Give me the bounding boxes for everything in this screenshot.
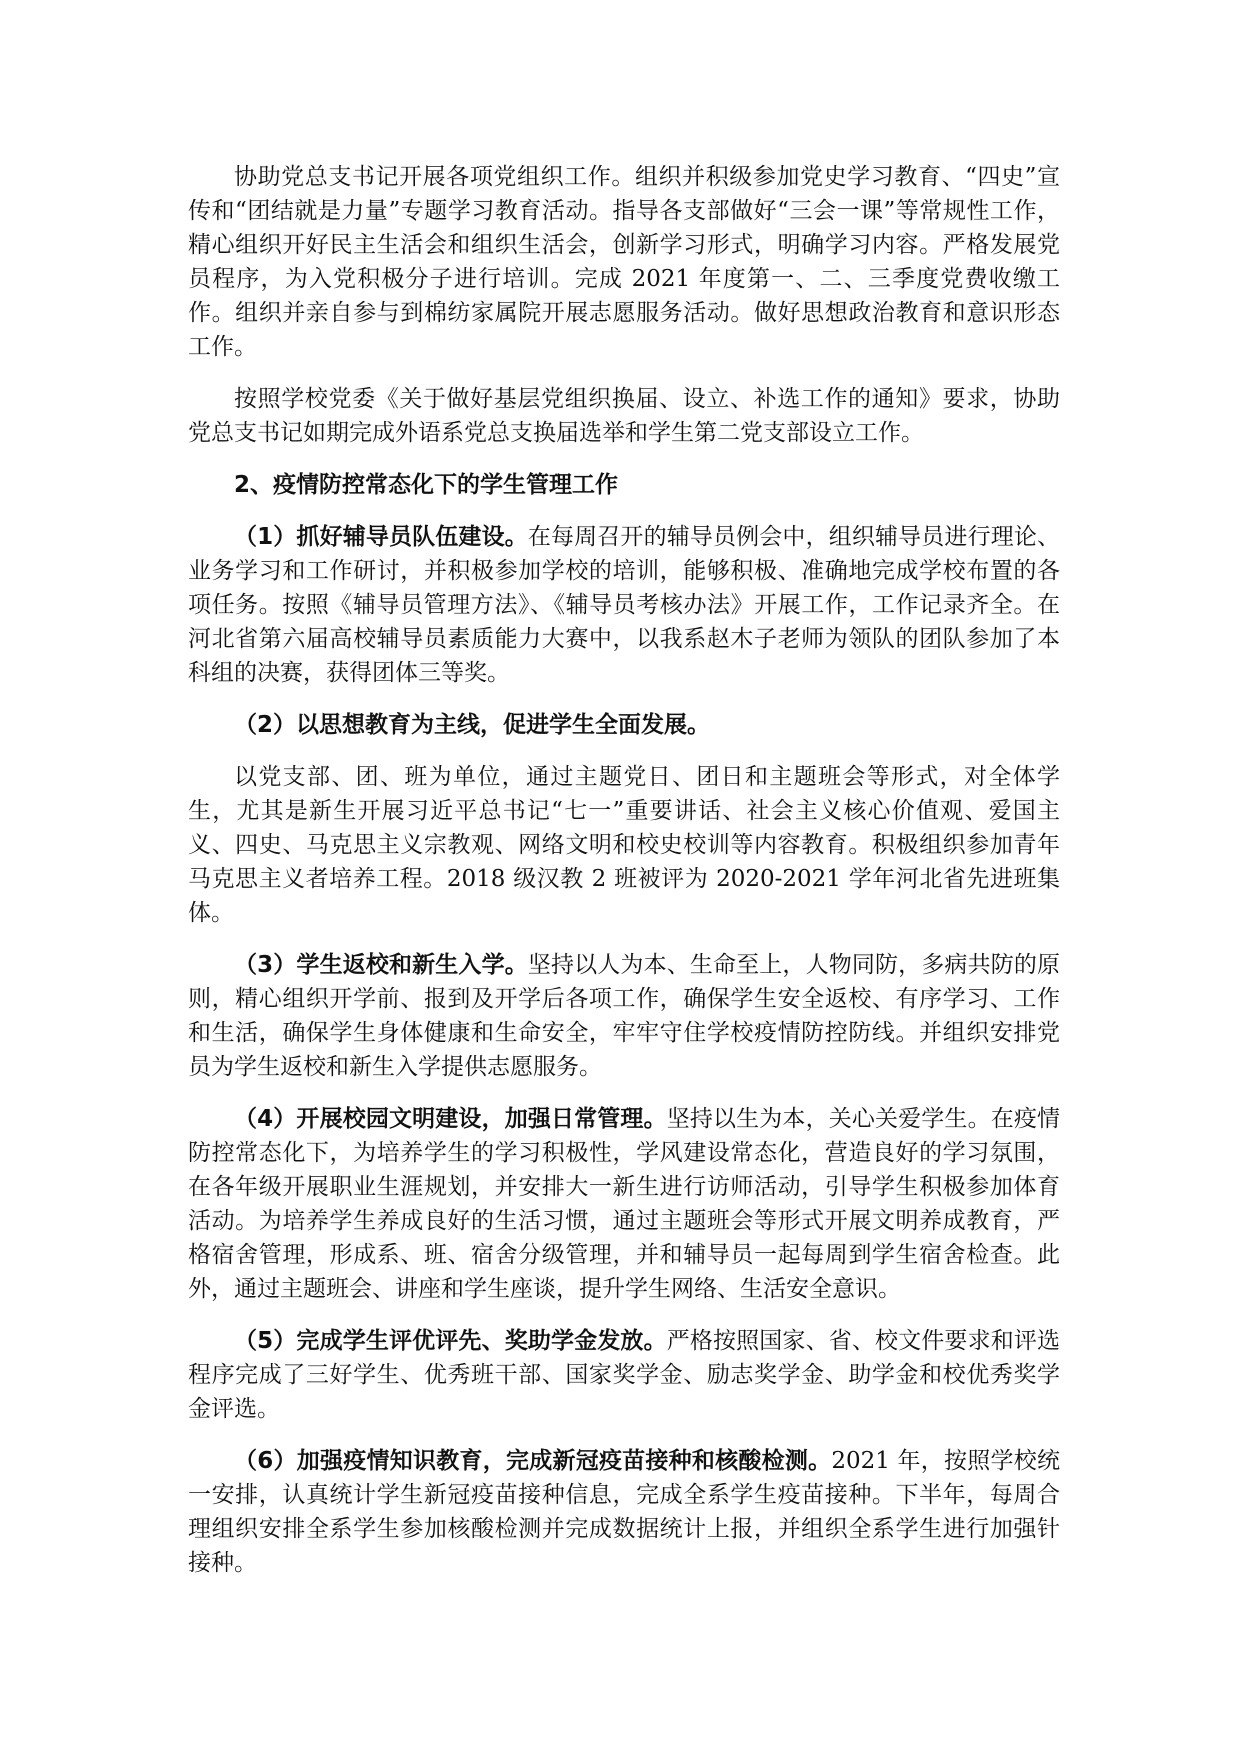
item-6-text: 2021 年，按照学校统一安排，认真统计学生新冠疫苗接种信息，完成全系学生疫苗接种。下半年，每周合理组织安排全系学生参加核酸检测并完成数据统计上报，并组织全系学生进行加强针接种。 xyxy=(188,1448,1060,1576)
paragraph-party-work: 协助党总支书记开展各项党组织工作。组织并积级参加党史学习教育、“四史”宣传和“团结就是力量”专题学习教育活动。指导各支部做好“三会一课”等常规性工作，精心组织开好民主生活会和组织生活会，创新学习形式，明确学习内容。严格发展党员程序，为入党积极分子进行培训。完成 2021 年度第一、二、三季度党费收缴工作。组织并亲自参与到棉纺家属院开展志愿服务活动。做好思想政治教育和意识形态工作。 xyxy=(188,164,1060,360)
paragraph-election: 按照学校党委《关于做好基层党组织换届、设立、补选工作的通知》要求，协助党总支书记如期完成外语系党总支换届选举和学生第二党支部设立工作。 xyxy=(188,386,1060,446)
item-1-text: 在每周召开的辅导员例会中，组织辅导员进行理论、业务学习和工作研讨，并积极参加学校的培训，能够积极、准确地完成学校布置的各项任务。按照《辅导员管理方法》、《辅导员考核办法》开展工作，工作记录齐全。在河北省第六届高校辅导员素质能力大赛中，以我系赵木子老师为领队的团队参加了本科组的决赛，获得团体三等奖。 xyxy=(188,524,1060,686)
item-2-heading: （2）以思想教育为主线，促进学生全面发展。 xyxy=(234,712,711,738)
section-heading: 2、疫情防控常态化下的学生管理工作 xyxy=(234,472,619,498)
item-4-paragraph xyxy=(188,1102,1060,1306)
item-5-paragraph xyxy=(188,1324,1060,1426)
item-5-lead: （5）完成学生评优评先、奖助学金发放。 xyxy=(234,1328,667,1354)
item-4-text: 坚持以生为本，关心关爱学生。在疫情防控常态化下，为培养学生的学习积极性，学风建设常态化，营造良好的学习氛围，在各年级开展职业生涯规划，并安排大一新生进行访师活动，引导学生积极参加体育活动。为培养学生养成良好的生活习惯，通过主题班会等形式开展文明养成教育，严格宿舍管理，形成系、班、宿舍分级管理，并和辅导员一起每周到学生宿舍检查。此外，通过主题班会、讲座和学生座谈，提升学生网络、生活安全意识。 xyxy=(188,1106,1060,1302)
item-6-paragraph xyxy=(188,1444,1060,1580)
item-3-text: 坚持以人为本、生命至上，人物同防，多病共防的原则，精心组织开学前、报到及开学后各项工作，确保学生安全返校、有序学习、工作和生活，确保学生身体健康和生命安全，牢牢守住学校疫情防控防线。并组织安排党员为学生返校和新生入学提供志愿服务。 xyxy=(188,952,1060,1080)
document-body xyxy=(188,160,1060,1598)
item-3-lead: （3）学生返校和新生入学。 xyxy=(234,952,528,978)
item-4-lead: （4）开展校园文明建设，加强日常管理。 xyxy=(234,1106,667,1132)
item-1-lead: （1）抓好辅导员队伍建设。 xyxy=(234,524,528,550)
item-1-paragraph xyxy=(188,520,1060,690)
item-5-text: 严格按照国家、省、校文件要求和评选程序完成了三好学生、优秀班干部、国家奖学金、励志奖学金、助学金和校优秀奖学金评选。 xyxy=(188,1328,1060,1422)
item-3-paragraph xyxy=(188,948,1060,1084)
item-6-lead: （6）加强疫情知识教育，完成新冠疫苗接种和核酸检测。 xyxy=(234,1448,832,1474)
item-2-paragraph: 以党支部、团、班为单位，通过主题党日、团日和主题班会等形式，对全体学生，尤其是新生开展习近平总书记“七一”重要讲话、社会主义核心价值观、爱国主义、四史、马克思主义宗教观、网络文明和校史校训等内容教育。积极组织参加青年马克思主义者培养工程。2018 级汉教 2 班被评为 2020-2021 学年河北省先进班集体。 xyxy=(188,764,1060,926)
